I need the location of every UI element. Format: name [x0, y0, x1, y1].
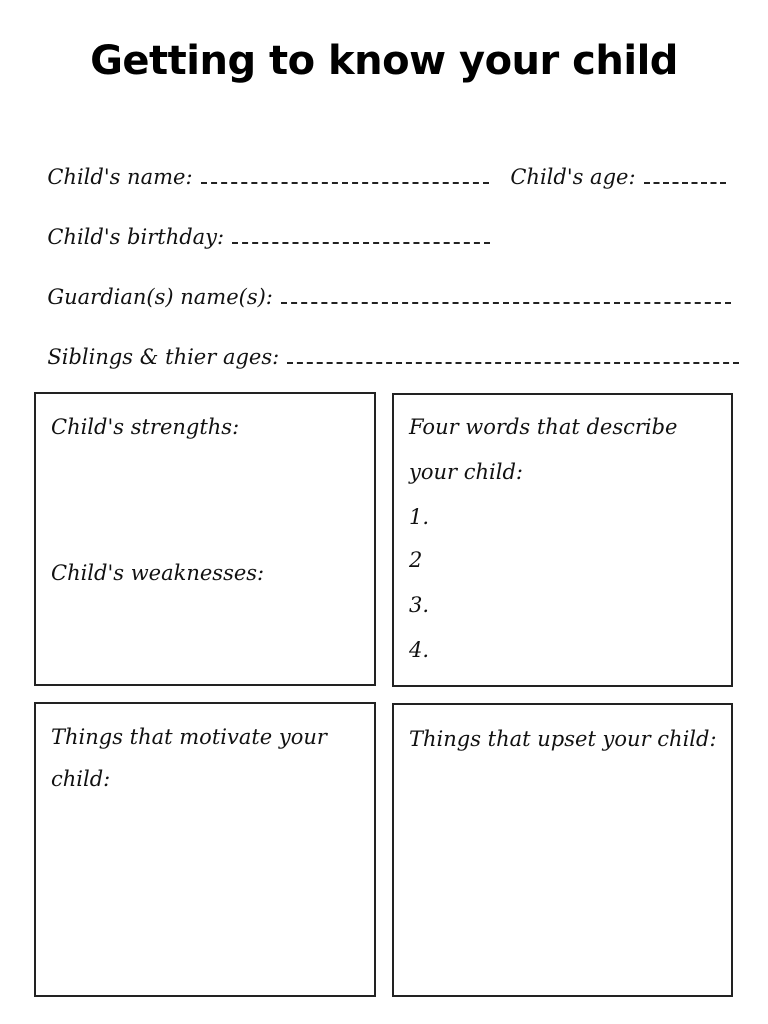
four-words-item-1: 1. — [409, 505, 430, 529]
strengths-label: Child's strengths: — [51, 415, 240, 439]
four-words-item-4: 4. — [409, 638, 430, 662]
upset-label: Things that upset your child: — [409, 727, 717, 751]
siblings-row — [34, 320, 739, 369]
four-words-label-line1: Four words that describe — [409, 415, 678, 439]
motivate-label-line1: Things that motivate your — [51, 725, 327, 749]
childs-age-label: Child's age: — [510, 165, 636, 189]
childs-age-row — [497, 140, 726, 189]
four-words-label-line2: your child: — [409, 460, 523, 484]
four-words-item-3: 3. — [409, 593, 430, 617]
siblings-label: Siblings & thier ages: — [47, 345, 280, 369]
childs-birthday-row — [34, 200, 490, 249]
childs-birthday-input[interactable] — [232, 224, 490, 244]
guardians-row — [34, 260, 731, 309]
guardians-input[interactable] — [281, 284, 731, 304]
guardians-label: Guardian(s) name(s): — [47, 285, 273, 309]
weaknesses-label: Child's weaknesses: — [51, 561, 265, 585]
childs-name-input[interactable] — [201, 164, 489, 184]
childs-birthday-label: Child's birthday: — [47, 225, 225, 249]
page-title: Getting to know your child — [90, 38, 678, 84]
motivate-label-line2: child: — [51, 767, 111, 791]
childs-age-input[interactable] — [644, 164, 726, 184]
childs-name-label: Child's name: — [47, 165, 193, 189]
four-words-item-2: 2 — [409, 548, 423, 572]
childs-name-row — [34, 140, 489, 189]
siblings-input[interactable] — [287, 344, 739, 364]
